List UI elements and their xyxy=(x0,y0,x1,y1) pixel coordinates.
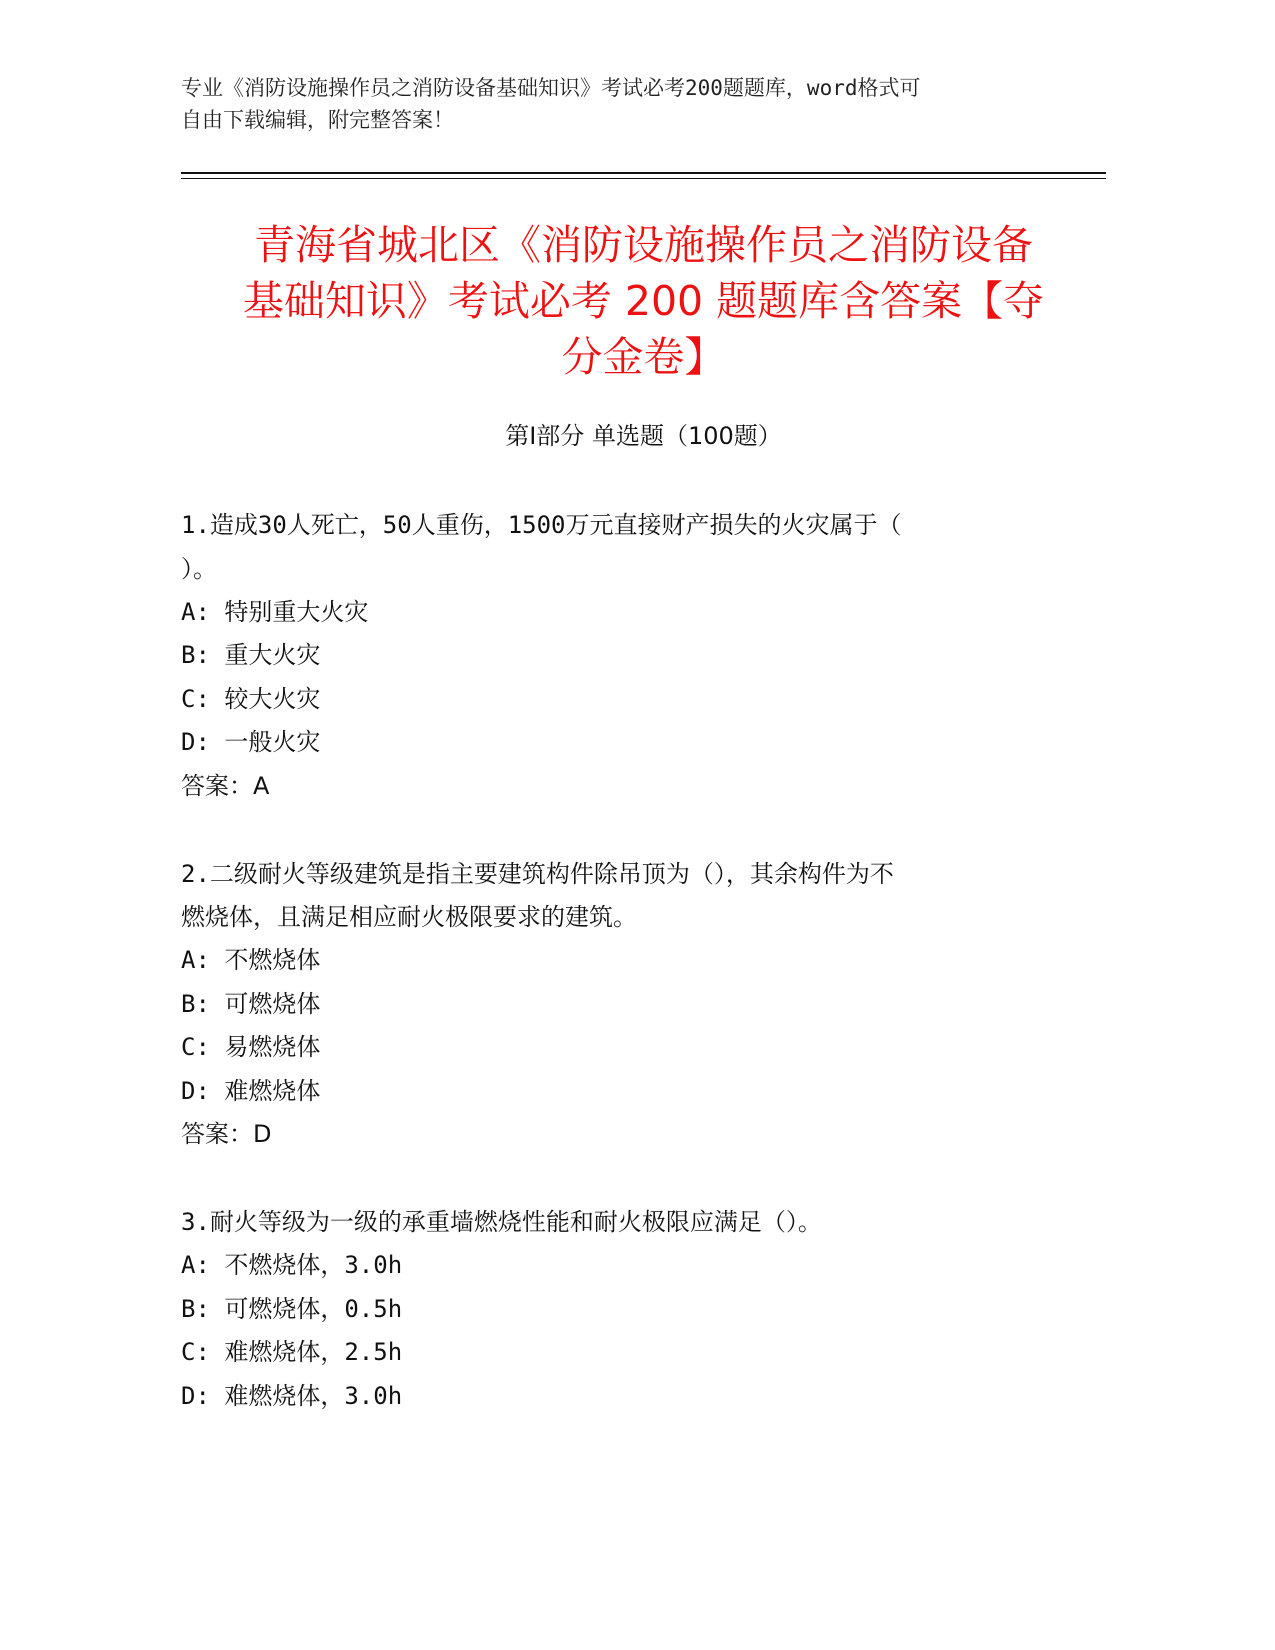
question-3-option-a: A: 不燃烧体，3.0h xyxy=(181,1251,403,1279)
question-3-option-b: B: 可燃烧体，0.5h xyxy=(181,1295,403,1323)
header-divider-thick xyxy=(181,172,1106,174)
question-3-stem-line-1: 3.耐火等级为一级的承重墙燃烧性能和耐火极限应满足（）。 xyxy=(181,1208,822,1236)
section-heading: 第Ⅰ部分 单选题（100题） xyxy=(505,422,782,450)
question-2-stem-line-2: 燃烧体，且满足相应耐火极限要求的建筑。 xyxy=(181,903,637,931)
question-1-stem-line-2: ）。 xyxy=(181,555,217,583)
question-1-option-d: D: 一般火灾 xyxy=(181,728,321,756)
header-note-line-2: 自由下载编辑，附完整答案！ xyxy=(181,108,454,132)
question-2-option-c: C: 易燃烧体 xyxy=(181,1033,321,1061)
question-2-option-d: D: 难燃烧体 xyxy=(181,1077,321,1105)
document-title xyxy=(181,217,1106,385)
question-1-option-b: B: 重大火灾 xyxy=(181,641,321,669)
question-2-stem-line-1: 2.二级耐火等级建筑是指主要建筑构件除吊顶为（），其余构件为不 xyxy=(181,860,894,888)
header-note-line-1: 专业《消防设施操作员之消防设备基础知识》考试必考200题题库，word格式可 xyxy=(181,76,921,100)
question-2-answer: 答案：D xyxy=(181,1120,272,1148)
question-1-option-a: A: 特别重大火灾 xyxy=(181,598,369,626)
question-3-option-d: D: 难燃烧体，3.0h xyxy=(181,1382,403,1410)
title-line-3: 分金卷】 xyxy=(561,333,726,381)
title-line-1: 青海省城北区《消防设施操作员之消防设备 xyxy=(254,221,1033,269)
title-line-2: 基础知识》考试必考 200 题题库含答案【夺 xyxy=(242,277,1045,325)
question-1-answer: 答案：A xyxy=(181,772,270,800)
question-2-option-a: A: 不燃烧体 xyxy=(181,946,321,974)
question-2-option-b: B: 可燃烧体 xyxy=(181,990,321,1018)
header-divider-thin xyxy=(181,178,1106,179)
question-1-stem-line-1: 1.造成30人死亡，50人重伤，1500万元直接财产损失的火灾属于（ xyxy=(181,511,902,539)
question-1-option-c: C: 较大火灾 xyxy=(181,685,321,713)
header-note xyxy=(181,72,1041,136)
question-3-option-c: C: 难燃烧体，2.5h xyxy=(181,1338,403,1366)
